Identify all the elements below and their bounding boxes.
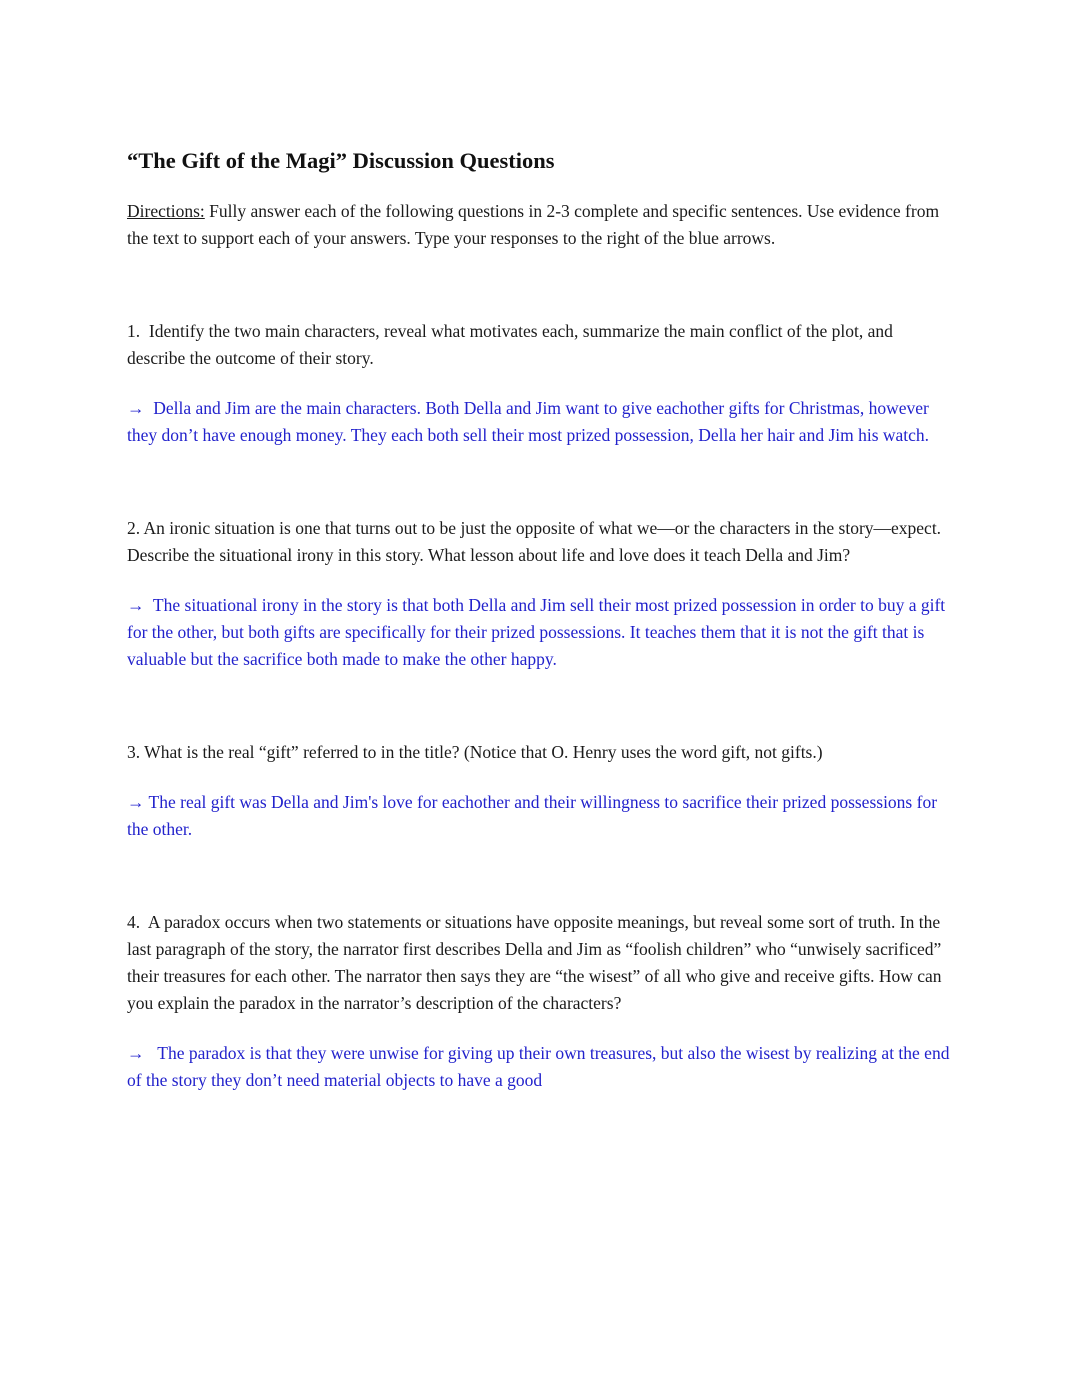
answer-arrow-icon: → xyxy=(127,792,145,812)
answer-text: Della and Jim are the main characters. Both Della and Jim want to give eachother gifts for Christmas, however they don’t have enough money. They each both sell their most prized possession, Della her hair and Jim his watch. xyxy=(127,398,934,445)
question-block-4 xyxy=(127,909,952,1094)
answer-arrow-icon: → xyxy=(127,595,145,615)
question-text: 1. Identify the two main characters, reveal what motivates each, summarize the main conflict of the plot, and describe the outcome of their story. xyxy=(127,321,898,368)
answer-paragraph xyxy=(127,395,952,449)
question-block-1 xyxy=(127,318,952,449)
answer-paragraph xyxy=(127,592,952,673)
question-text: 2. An ironic situation is one that turns out to be just the opposite of what we—or the characters in the story—expect. Describe the situational irony in this story. What lesson about life and love does it teach Della and Jim? xyxy=(127,518,946,565)
answer-arrow-icon: → xyxy=(127,398,145,418)
answer-paragraph xyxy=(127,789,952,843)
answer-text: The paradox is that they were unwise for giving up their own treasures, but also the wisest by realizing at the end of the story they don’t need material objects to have a good xyxy=(127,1043,954,1090)
directions-text: Fully answer each of the following questions in 2-3 complete and specific sentences. Use evidence from the text to support each of your answers. Type your responses to the right of the blue arrows. xyxy=(127,201,940,248)
question-text: 4. A paradox occurs when two statements or situations have opposite meanings, but reveal some sort of truth. In the last paragraph of the story, the narrator first describes Della and Jim as “foolish children” who “unwisely sacrificed” their treasures for each other. The narrator then says they are “the wisest” of all who give and receive gifts. How can you explain the paradox in the narrator’s description of the characters? xyxy=(127,912,946,1013)
answer-arrow-icon: → xyxy=(127,1043,145,1063)
answer-text: The situational irony in the story is that both Della and Jim sell their most prized possession in order to buy a gift for the other, but both gifts are specifically for their prized possessions. It teaches them that it is not the gift that is valuable but the sacrifice both made to make the other happy. xyxy=(127,595,950,669)
directions-label: Directions: xyxy=(127,201,205,221)
question-text: 3. What is the real “gift” referred to in the title? (Notice that O. Henry uses the word gift, not gifts.) xyxy=(127,742,823,762)
answer-paragraph xyxy=(127,1040,952,1094)
question-block-3 xyxy=(127,739,952,843)
page-title: “The Gift of the Magi” Discussion Questions xyxy=(127,148,555,173)
directions-paragraph xyxy=(127,198,952,252)
answer-text: The real gift was Della and Jim's love for eachother and their willingness to sacrifice their prized possessions for the other. xyxy=(127,792,942,839)
question-block-2 xyxy=(127,515,952,673)
